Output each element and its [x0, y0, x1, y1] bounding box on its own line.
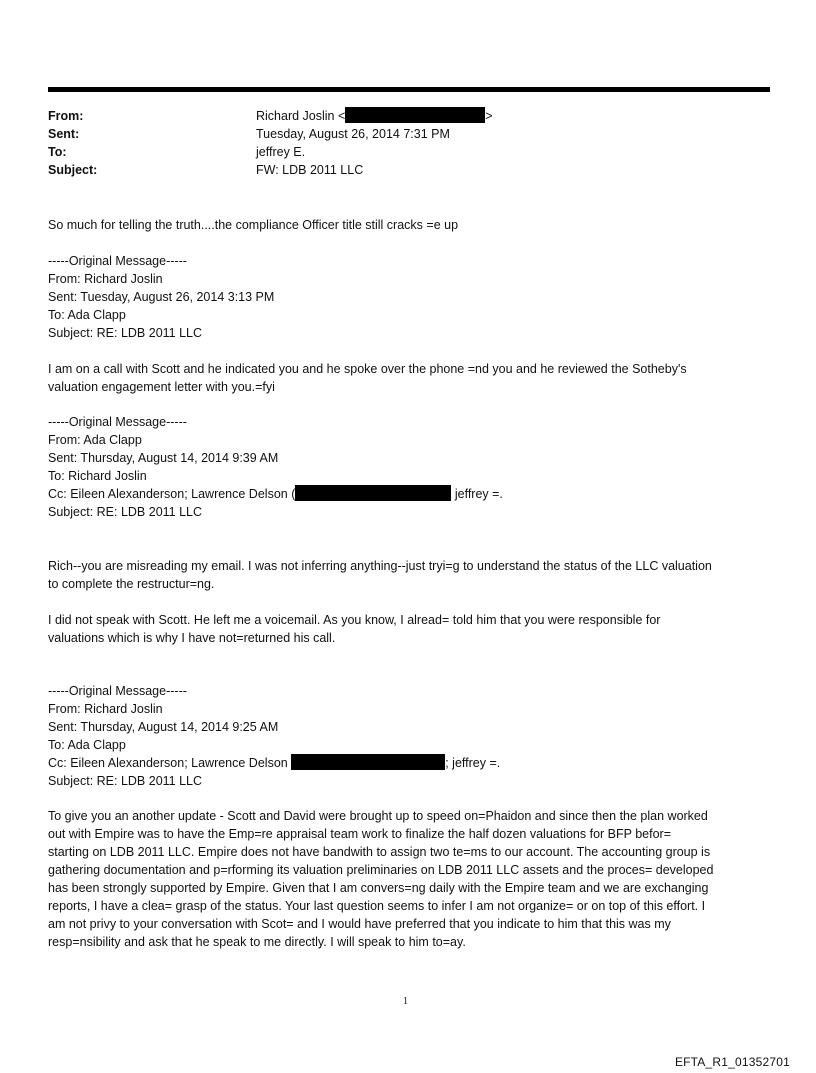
message-separator: -----Original Message----- — [48, 415, 187, 429]
redaction-box — [345, 107, 485, 123]
to-label: To: — [48, 145, 67, 159]
message-cc — [48, 754, 778, 772]
message-from: From: Richard Joslin — [48, 272, 163, 286]
message-separator: -----Original Message----- — [48, 684, 187, 698]
body-line: starting on LDB 2011 LLC. Empire does not have bandwith to assign two te=ms to our account. The accounting group is — [48, 845, 711, 859]
message-1-body — [48, 360, 778, 396]
message-to: To: Richard Joslin — [48, 469, 147, 483]
body-line: resp=nsibility and ask that he speak to me directly. I will speak to him to=ay. — [48, 935, 466, 949]
original-message-1 — [48, 252, 778, 342]
header-to-row — [48, 143, 493, 161]
body-line: valuations which is why I have not=returned his call. — [48, 631, 336, 645]
message-subject: Subject: RE: LDB 2011 LLC — [48, 774, 203, 788]
cc-tail: jeffrey =. — [454, 487, 503, 501]
message-from: From: Ada Clapp — [48, 433, 142, 447]
body-line: am not privy to your conversation with Scot= and I would have preferred that you indicate to him that this was my — [48, 917, 671, 931]
intro-text — [48, 216, 778, 234]
message-sent: Sent: Tuesday, August 26, 2014 3:13 PM — [48, 290, 275, 304]
body-line: I am on a call with Scott and he indicated you and he spoke over the phone =nd you and he reviewed the Sotheby's — [48, 362, 687, 376]
from-value — [256, 107, 493, 125]
header-sent-row — [48, 125, 493, 143]
from-label: From: — [48, 109, 84, 123]
body-line: To give you an another update - Scott and David were brought up to speed on=Phaidon and since then the plan worked — [48, 809, 708, 823]
message-subject: Subject: RE: LDB 2011 LLC — [48, 505, 203, 519]
message-cc — [48, 485, 778, 503]
body-line: has been strongly supported by Empire. Given that I am convers=ng daily with the Empire team and we are exchanging — [48, 881, 709, 895]
header-rule — [48, 87, 770, 92]
email-header — [48, 107, 493, 179]
redaction-box — [295, 485, 451, 501]
body-line: gathering documentation and p=rforming its valuation preliminaries on LDB 2011 LLC assets and the proces= developed — [48, 863, 714, 877]
message-to: To: Ada Clapp — [48, 308, 126, 322]
cc-tail: ; jeffrey =. — [445, 756, 501, 770]
page-number: 1 — [403, 996, 408, 1007]
sent-label: Sent: — [48, 127, 80, 141]
message-separator: -----Original Message----- — [48, 254, 187, 268]
message-to: To: Ada Clapp — [48, 738, 126, 752]
body-line: reports, I have a clea= grasp of the status. Your last question seems to infer I am not organize= or on top of this effort. I — [48, 899, 706, 913]
to-value: jeffrey E. — [256, 145, 306, 159]
body-line: valuation engagement letter with you.=fyi — [48, 380, 275, 394]
redaction-box — [291, 754, 445, 770]
header-subject-row — [48, 161, 493, 179]
message-sent: Sent: Thursday, August 14, 2014 9:39 AM — [48, 451, 279, 465]
cc-names: Cc: Eileen Alexanderson; Lawrence Delson — [48, 756, 288, 770]
from-tail: > — [485, 109, 493, 123]
original-message-3 — [48, 682, 778, 790]
from-sender: Richard Joslin < — [256, 109, 346, 123]
message-from: From: Richard Joslin — [48, 702, 163, 716]
cc-names: Cc: Eileen Alexanderson; Lawrence Delson ( — [48, 487, 296, 501]
body-line: to complete the restructur=ng. — [48, 577, 215, 591]
message-3-body — [48, 807, 778, 951]
document-id-stamp: EFTA_R1_01352701 — [674, 1055, 790, 1069]
body-line: I did not speak with Scott. He left me a voicemail. As you know, I alread= told him that you were responsible for — [48, 613, 661, 627]
message-2-paragraph-1 — [48, 557, 778, 593]
original-message-2 — [48, 413, 778, 521]
sent-value: Tuesday, August 26, 2014 7:31 PM — [256, 127, 450, 141]
header-from-row — [48, 107, 493, 125]
body-line: out with Empire was to have the Emp=re appraisal team work to finalize the half dozen valuations for BFP befor= — [48, 827, 672, 841]
subject-label: Subject: — [48, 163, 98, 177]
body-line: Rich--you are misreading my email. I was not inferring anything--just tryi=g to understand the status of the LLC valuation — [48, 559, 712, 573]
message-2-paragraph-2 — [48, 611, 778, 647]
intro-line: So much for telling the truth....the compliance Officer title still cracks =e up — [48, 218, 459, 232]
message-sent: Sent: Thursday, August 14, 2014 9:25 AM — [48, 720, 279, 734]
message-subject: Subject: RE: LDB 2011 LLC — [48, 326, 203, 340]
subject-value: FW: LDB 2011 LLC — [256, 163, 364, 177]
